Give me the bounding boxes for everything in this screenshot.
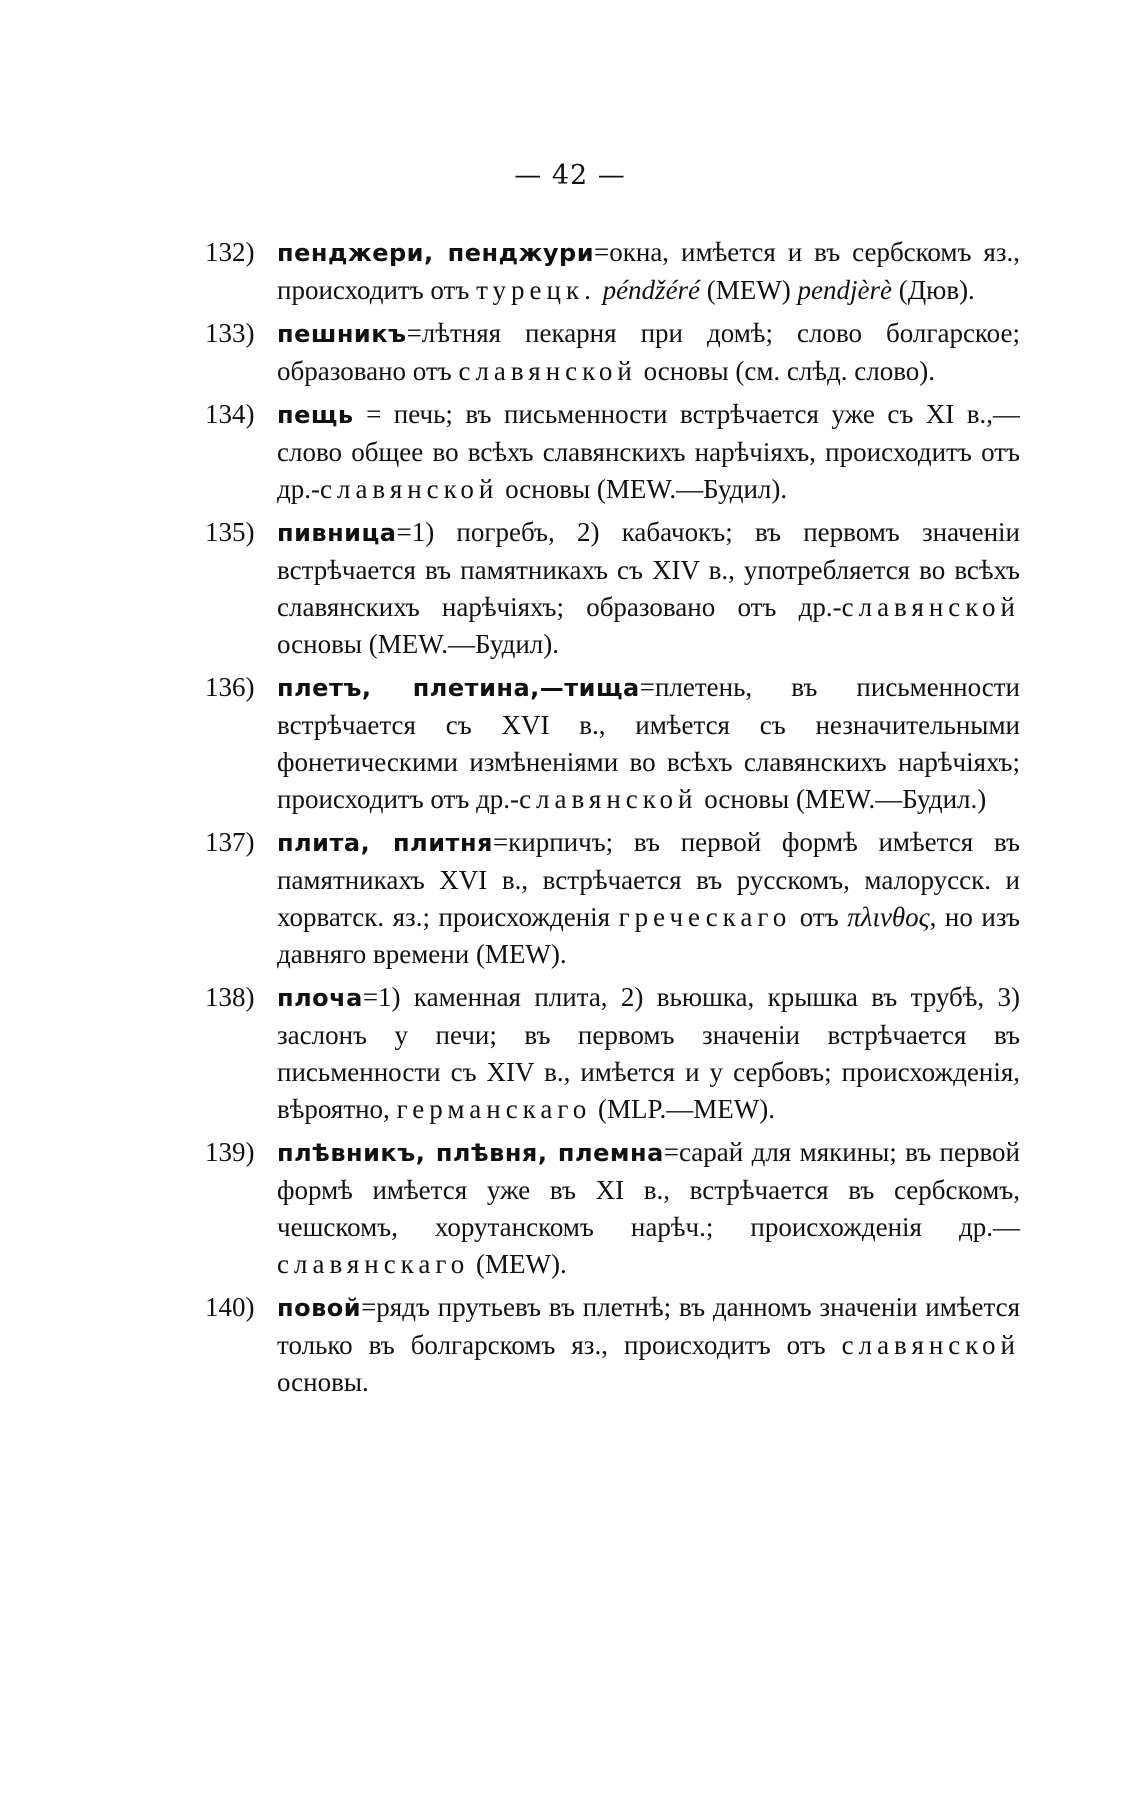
- entry-text: [277, 1134, 1020, 1283]
- spaced-term: славянской: [519, 784, 698, 814]
- entry-text: [277, 396, 1020, 508]
- headword: плита, плитня: [277, 829, 493, 857]
- spaced-term: турецк.: [476, 275, 596, 305]
- spaced-term: славянской: [458, 356, 637, 386]
- page-number: — 42 —: [514, 160, 626, 191]
- entry-text-run: =сарай для мякины; въ первой формѣ имѣется уже въ XI в., встрѣчается въ сербскомъ, чешскомъ, хорутанскомъ нарѣч.; происхожденія др.—: [277, 1137, 1020, 1242]
- entry-text-run: =лѣтняя пекарня при домѣ; слово болгарское; образовано отъ: [277, 318, 1020, 386]
- entry-text-run: основы (см. слѣд. слово).: [636, 356, 936, 386]
- entry-text: [277, 234, 1020, 309]
- dictionary-entry: [205, 979, 1020, 1128]
- entry-text-run: = печь; въ письменности встрѣчается уже съ XI в.,—слово общее во всѣхъ славянскихъ нарѣчіяхъ, происходитъ отъ др.-: [277, 399, 1020, 504]
- entry-text: [277, 824, 1020, 973]
- entry-number: 138): [205, 982, 255, 1012]
- entry-number: 135): [205, 517, 255, 547]
- entry-text-run: [596, 275, 603, 305]
- entry-text-run: (Дюв).: [891, 275, 975, 305]
- entry-text-run: основы (MEW.—Будил).: [277, 629, 560, 659]
- dictionary-entry: [205, 234, 1020, 309]
- entry-text-run: =плетень, въ письменности встрѣчается съ XVI в., имѣется съ незначительными фонетическими измѣненіями во всѣхъ славянскихъ нарѣчіяхъ; происходитъ отъ др.-: [277, 672, 1020, 814]
- italic-term: pendjèrè: [797, 275, 892, 305]
- dictionary-entries: [205, 234, 1020, 1401]
- entry-text-run: =рядъ прутьевъ въ плетнѣ; въ данномъ значеніи имѣется только въ болгарскомъ яз., происходитъ отъ: [277, 1292, 1020, 1360]
- entry-text-run: =кирпичъ; въ первой формѣ имѣется въ памятникахъ XVI в., встрѣчается въ русскомъ, малорусск. и хорватск. яз.; происхожденія: [277, 827, 1020, 932]
- headword: плетъ, плетина,—тища: [277, 674, 640, 702]
- entry-text-run: , но изъ давняго времени (MEW).: [277, 902, 1020, 969]
- entry-text: [277, 979, 1020, 1128]
- headword: повой: [277, 1294, 362, 1322]
- entry-number: 137): [205, 827, 255, 857]
- entry-text-run: основы.: [277, 1367, 369, 1397]
- entry-text-run: (MLP.—MEW).: [591, 1094, 776, 1124]
- headword: пешникъ: [277, 320, 407, 348]
- headword: пенджери, пенджури: [277, 239, 595, 267]
- headword: пещь: [277, 401, 354, 429]
- entry-text-run: (MEW).: [469, 1249, 567, 1279]
- spaced-term: славянской: [319, 474, 499, 504]
- entry-number: 132): [205, 237, 255, 267]
- entry-text: [277, 315, 1020, 390]
- italic-term: péndžéré: [602, 275, 701, 305]
- entry-number: 139): [205, 1137, 255, 1167]
- dictionary-entry: [205, 1134, 1020, 1283]
- entry-text-run: основы (MEW.—Будил).: [498, 474, 788, 504]
- spaced-term: германскаго: [396, 1094, 592, 1124]
- entry-text-run: отъ: [791, 902, 848, 932]
- headword: плѣвникъ, плѣвня, племна: [277, 1139, 664, 1167]
- entry-text-run: основы (MEW.—Будил.): [697, 784, 987, 814]
- headword: пивница: [277, 519, 397, 547]
- dictionary-entry: [205, 669, 1020, 818]
- entry-text-run: (MEW): [700, 275, 798, 305]
- headword: плоча: [277, 984, 363, 1012]
- entry-text-run: =1) каменная плита, 2) вьюшка, крышка въ трубѣ, 3) заслонъ у печи; въ первомъ значеніи встрѣчается въ письменности съ XIV в., имѣется и у сербовъ; происхожденія, вѣроятно,: [277, 982, 1020, 1124]
- entry-text: [277, 1289, 1020, 1401]
- dictionary-entry: [205, 315, 1020, 390]
- entry-text: [277, 514, 1020, 663]
- spaced-term: славянскаго: [277, 1249, 470, 1279]
- entry-text: [277, 669, 1020, 818]
- dictionary-entry: [205, 824, 1020, 973]
- dictionary-entry: [205, 1289, 1020, 1401]
- entry-number: 140): [205, 1292, 255, 1322]
- spaced-term: греческаго: [618, 902, 792, 932]
- spaced-term: славянской: [841, 1330, 1020, 1360]
- dictionary-entry: [205, 396, 1020, 508]
- entry-number: 133): [205, 318, 255, 348]
- entry-number: 134): [205, 399, 255, 429]
- italic-term: πλινθος: [847, 902, 930, 932]
- dictionary-entry: [205, 514, 1020, 663]
- entry-number: 136): [205, 672, 255, 702]
- entry-text-run: =1) погребъ, 2) кабачокъ; въ первомъ значеніи встрѣчается въ памятникахъ съ XIV в., употребляется во всѣхъ славянскихъ нарѣчіяхъ; образовано отъ др.-: [277, 517, 1020, 622]
- entry-text-run: =окна, имѣется и въ сербскомъ яз., происходитъ отъ: [277, 237, 1020, 305]
- spaced-term: славянской: [841, 592, 1020, 622]
